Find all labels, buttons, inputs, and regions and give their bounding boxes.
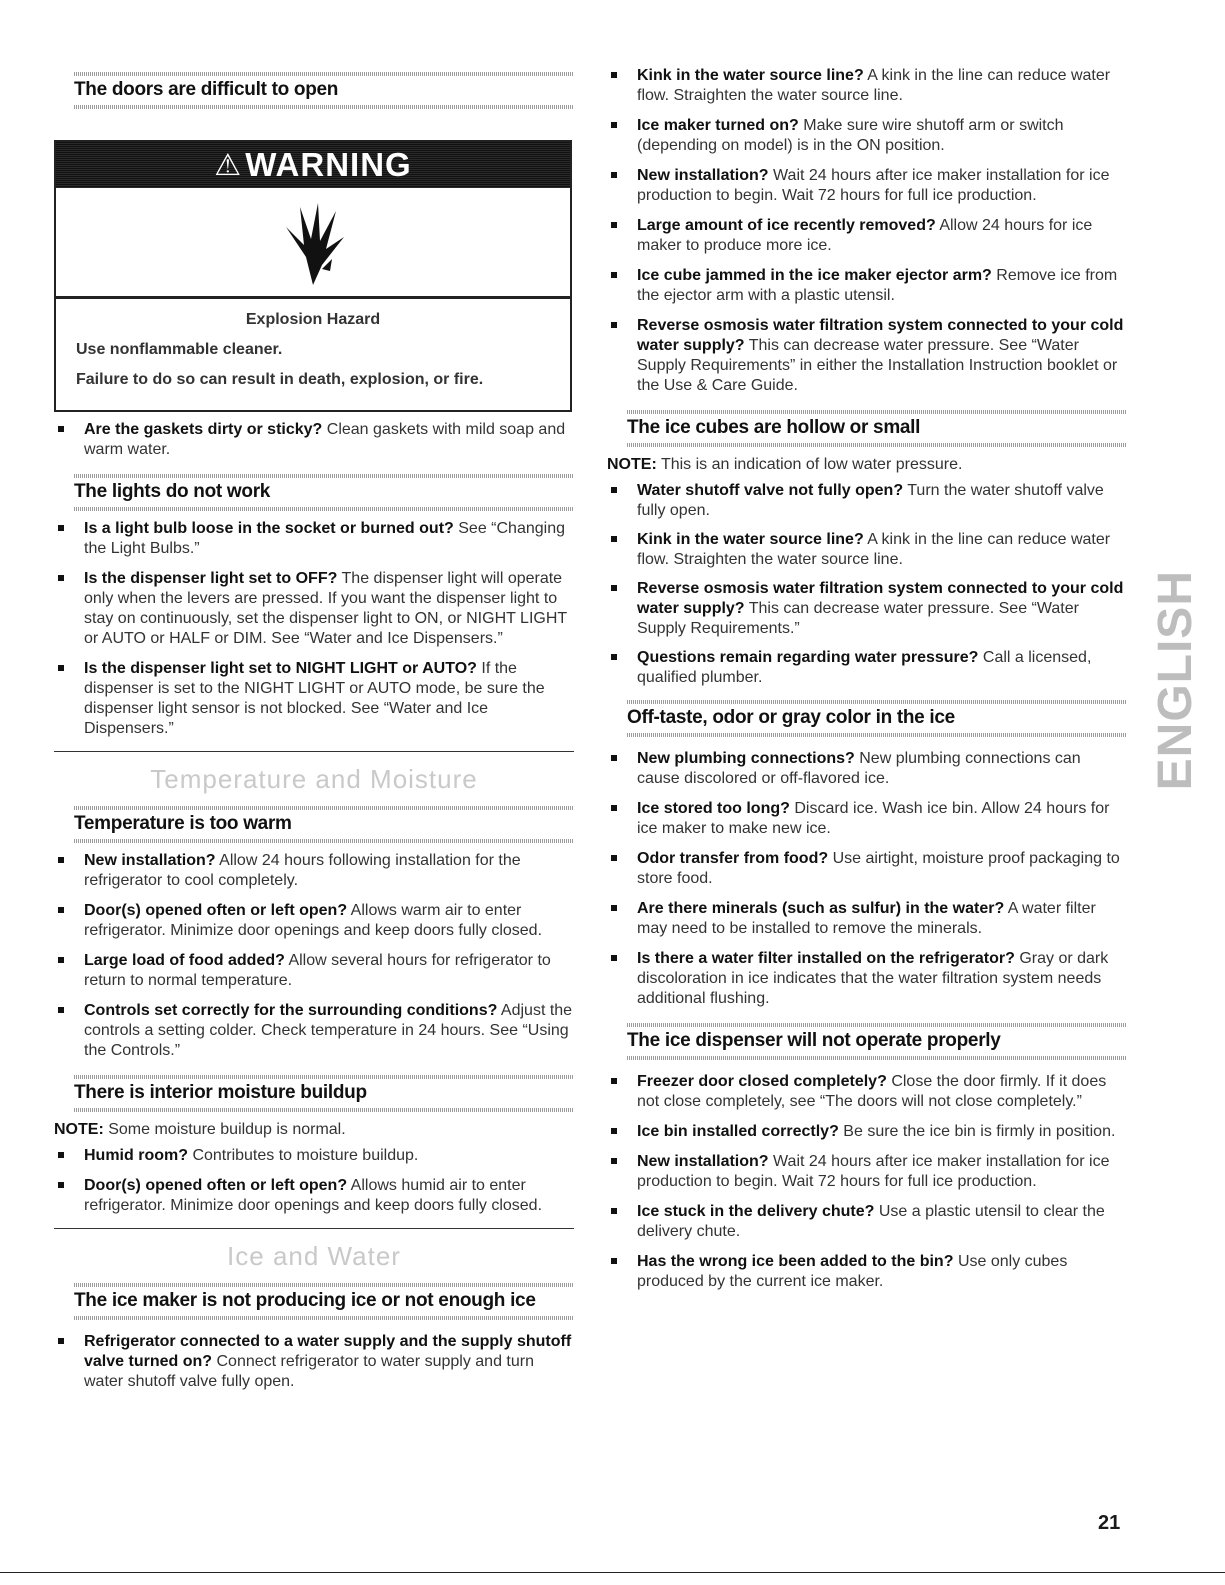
item-question: Is the dispenser light set to OFF? [84, 570, 338, 587]
list-item [54, 901, 574, 941]
warning-box [54, 140, 572, 412]
section-dispenser-header [607, 1023, 1127, 1060]
section-icemaker-header [54, 1283, 574, 1320]
page-number: 21 [1098, 1512, 1121, 1534]
item-answer: Close the door firmly. If it does not close completely, see “The doors will not close completely.” [637, 1073, 1107, 1110]
list-item [607, 949, 1127, 1009]
warning-title: WARNING [245, 146, 412, 183]
moisture-note [54, 1120, 574, 1140]
item-question: Reverse osmosis water filtration system connected to your cold water supply? [637, 580, 1124, 617]
item-question: Large amount of ice recently removed? [637, 217, 936, 234]
left-column-lower [54, 420, 574, 1392]
section-title: Temperature is too warm [74, 813, 292, 834]
list-item [607, 1252, 1127, 1292]
list-item [607, 166, 1127, 206]
offtaste-list [607, 749, 1127, 1009]
list-item [607, 648, 1127, 688]
language-side-tab [1148, 569, 1202, 791]
item-question: Are there minerals (such as sulfur) in the water? [637, 900, 1005, 917]
item-question: Ice stuck in the delivery chute? [637, 1203, 875, 1220]
item-question: Controls set correctly for the surrounding conditions? [84, 1002, 498, 1019]
item-question: Humid room? [84, 1147, 188, 1164]
list-item [607, 1072, 1127, 1112]
category-heading-temperature: Temperature and Moisture [54, 751, 574, 800]
item-answer: Adjust the controls a setting colder. Check temperature in 24 hours. See “Using the Controls.” [84, 1002, 573, 1059]
item-answer: Allows warm air to enter refrigerator. Minimize door openings and keep doors fully closed. [84, 902, 543, 939]
item-question: Are the gaskets dirty or sticky? [84, 421, 323, 438]
section-title: The ice cubes are hollow or small [627, 417, 921, 438]
item-answer: Discard ice. Wash ice bin. Allow 24 hours for ice maker to make new ice. [637, 800, 1110, 837]
section-title: There is interior moisture buildup [74, 1082, 367, 1103]
list-item [54, 569, 574, 649]
item-question: New installation? [637, 167, 769, 184]
warm-list [54, 851, 574, 1061]
list-item [607, 66, 1127, 106]
item-answer: Use airtight, moisture proof packaging to store food. [637, 850, 1120, 887]
section-title: Off-taste, odor or gray color in the ice [627, 707, 955, 728]
item-question: Door(s) opened often or left open? [84, 902, 348, 919]
list-item [54, 659, 574, 739]
list-item [54, 1176, 574, 1216]
item-question: Freezer door closed completely? [637, 1073, 887, 1090]
section-lights-header [54, 474, 574, 511]
hollow-note [607, 455, 1127, 475]
section-title: The doors are difficult to open [74, 79, 339, 100]
section-offtaste-header [607, 700, 1127, 737]
section-title: The lights do not work [74, 481, 271, 502]
item-question: Is there a water filter installed on the refrigerator? [637, 950, 1015, 967]
left-column [54, 0, 574, 109]
list-item [607, 899, 1127, 939]
list-item [607, 116, 1127, 156]
section-title: The ice maker is not producing ice or not enough ice [74, 1290, 536, 1311]
bottom-rule [0, 1572, 1225, 1573]
item-question: Large load of food added? [84, 952, 285, 969]
item-question: Ice stored too long? [637, 800, 790, 817]
warning-line-2: Failure to do so can result in death, explosion, or fire. [76, 371, 484, 388]
item-question: New installation? [84, 852, 216, 869]
item-answer: Wait 24 hours after ice maker installation for ice production to begin. Wait 72 hours for full ice production. [637, 1153, 1110, 1190]
item-question: Has the wrong ice been added to the bin? [637, 1253, 954, 1270]
item-question: New plumbing connections? [637, 750, 855, 767]
list-item [54, 1001, 574, 1061]
item-answer: Gray or dark discoloration in ice indicates that the water filtration system needs additional flushing. [637, 950, 1109, 1007]
item-answer: New plumbing connections can cause discolored or off-flavored ice. [637, 750, 1081, 787]
note-text: Some moisture buildup is normal. [108, 1121, 346, 1138]
item-answer: Call a licensed, qualified plumber. [637, 649, 1092, 686]
language-label: ENGLISH [1148, 569, 1202, 791]
item-answer: This can decrease water pressure. See “Water Supply Requirements.” [637, 600, 1079, 637]
item-answer: Allow 24 hours following installation for the refrigerator to cool completely. [84, 852, 521, 889]
explosion-icon [56, 188, 570, 299]
item-answer: The dispenser light will operate only when the levers are pressed. If you want the dispenser light to stay on continuously, set the dispenser light to ON, or NIGHT LIGHT or AUTO or HALF or DIM. See “Water and Ice Dispensers.” [84, 570, 567, 647]
moisture-list [54, 1146, 574, 1216]
list-item [607, 216, 1127, 256]
list-item [607, 849, 1127, 889]
item-question: Ice cube jammed in the ice maker ejector arm? [637, 267, 992, 284]
item-answer: Turn the water shutoff valve fully open. [637, 482, 1104, 519]
item-answer: Allows humid air to enter refrigerator. Minimize door openings and keep doors fully closed. [84, 1177, 543, 1214]
section-moisture-header [54, 1075, 574, 1112]
note-label: NOTE: [54, 1121, 104, 1138]
warning-hazard: Explosion Hazard [245, 311, 381, 328]
item-answer: A water filter may need to be installed to remove the minerals. [637, 900, 1096, 937]
item-question: Odor transfer from food? [637, 850, 829, 867]
item-question: Water shutoff valve not fully open? [637, 482, 904, 499]
list-item [54, 951, 574, 991]
list-item [607, 1152, 1127, 1192]
list-item [54, 420, 574, 460]
list-item [607, 579, 1127, 639]
list-item [607, 749, 1127, 789]
item-answer: If the dispenser is set to the NIGHT LIGHT or AUTO mode, be sure the dispenser light sensor is not blocked. See “Water and Ice Dispensers.” [84, 660, 545, 737]
item-answer: Contributes to moisture buildup. [192, 1147, 419, 1164]
item-answer: This can decrease water pressure. See “Water Supply Requirements” in either the Installation Instruction booklet or the Use & Care Guide. [637, 337, 1118, 394]
warning-line-1: Use nonflammable cleaner. [76, 341, 283, 358]
item-answer: A kink in the line can reduce water flow. Straighten the water source line. [637, 67, 1111, 104]
list-item [607, 1202, 1127, 1242]
section-hollow-header [607, 410, 1127, 447]
section-doors-header [54, 72, 574, 109]
list-item [54, 851, 574, 891]
note-label: NOTE: [607, 456, 657, 473]
item-answer: Use only cubes produced by the current ice maker. [637, 1253, 1068, 1290]
section-title: The ice dispenser will not operate properly [627, 1030, 1001, 1051]
warning-triangle-icon: ⚠ [214, 148, 242, 182]
list-item [607, 316, 1127, 396]
list-item [607, 1122, 1127, 1142]
item-answer: Be sure the ice bin is firmly in position. [843, 1123, 1116, 1140]
list-item [607, 266, 1127, 306]
item-answer: See “Changing the Light Bulbs.” [84, 520, 565, 557]
item-question: Kink in the water source line? [637, 67, 864, 84]
item-answer: Remove ice from the ejector arm with a plastic utensil. [637, 267, 1118, 304]
list-item [607, 799, 1127, 839]
icemaker-list [54, 1332, 574, 1392]
category-heading-ice: Ice and Water [54, 1228, 574, 1277]
item-question: Ice bin installed correctly? [637, 1123, 839, 1140]
item-question: Ice maker turned on? [637, 117, 799, 134]
item-question: New installation? [637, 1153, 769, 1170]
item-answer: Connect refrigerator to water supply and turn water shutoff valve fully open. [84, 1353, 534, 1390]
item-answer: Make sure wire shutoff arm or switch (depending on model) is in the ON position. [637, 117, 1064, 154]
item-question: Refrigerator connected to a water supply and the supply shutoff valve turned on? [84, 1333, 572, 1370]
doors-list [54, 420, 574, 460]
item-question: Is the dispenser light set to NIGHT LIGHT or AUTO? [84, 660, 477, 677]
item-answer: Allow 24 hours for ice maker to produce more ice. [637, 217, 1093, 254]
item-question: Door(s) opened often or left open? [84, 1177, 348, 1194]
item-answer: Clean gaskets with mild soap and warm water. [84, 421, 566, 458]
warning-banner [56, 142, 570, 188]
item-answer: Wait 24 hours after ice maker installation for ice production to begin. Wait 72 hours for full ice production. [637, 167, 1110, 204]
item-answer: Use a plastic utensil to clear the delivery chute. [637, 1203, 1105, 1240]
item-question: Kink in the water source line? [637, 531, 864, 548]
dispenser-list [607, 1072, 1127, 1292]
list-item [54, 1332, 574, 1392]
item-question: Questions remain regarding water pressure? [637, 649, 979, 666]
right-column [607, 66, 1127, 1292]
item-question: Reverse osmosis water filtration system connected to your cold water supply? [637, 317, 1124, 354]
hollow-list [607, 481, 1127, 688]
item-answer: Allow several hours for refrigerator to return to normal temperature. [84, 952, 551, 989]
icemaker-continued-list [607, 66, 1127, 396]
note-text: This is an indication of low water pressure. [660, 456, 963, 473]
section-warm-header [54, 806, 574, 843]
list-item [54, 1146, 574, 1166]
list-item [607, 530, 1127, 570]
list-item [607, 481, 1127, 521]
item-question: Is a light bulb loose in the socket or burned out? [84, 520, 454, 537]
lights-list [54, 519, 574, 739]
list-item [54, 519, 574, 559]
item-answer: A kink in the line can reduce water flow. Straighten the water source line. [637, 531, 1111, 568]
